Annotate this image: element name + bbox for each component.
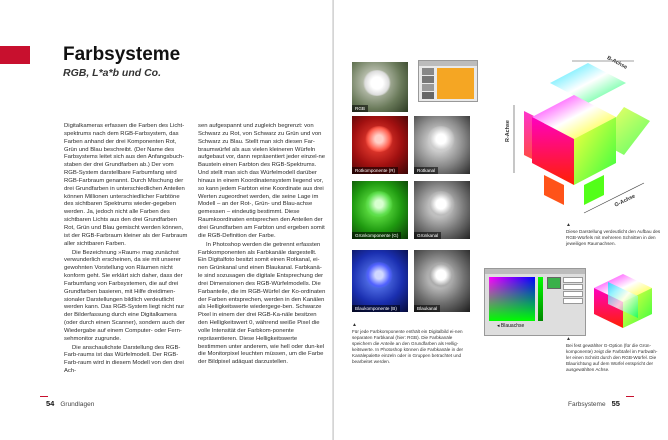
photo-label: Rotkanal xyxy=(414,167,438,174)
value-field[interactable] xyxy=(563,298,583,304)
caption-text: Diese Darstellung verdeutlicht den Aufbau des RGB-Würfels mit mehreren Schnitten in den jeweiligen Raumachsen. xyxy=(566,229,661,246)
flower-shape xyxy=(426,191,456,217)
caption-text: Für jede Farbkomponente enthält ein Digitalbild ei-nen separaten Farbkanal (hier: RGB). Die Farbkanäle speichern die Anteile an den Grundfarben als Hellig-keitswerte. In Photoshop können die Farbkanäle in der Kanälepalette einzeln oder in Gruppen betrachtet und bearbeitet werden. xyxy=(352,329,464,364)
photo-label: Grünkomponente (G) xyxy=(352,232,401,239)
photo-rgb xyxy=(352,62,408,112)
photo-label: Blaukomponente (B) xyxy=(352,305,400,312)
cube-slice xyxy=(550,63,626,103)
page-subtitle: RGB, L*a*b und Co. xyxy=(63,67,161,79)
photo-blue-component xyxy=(352,250,408,312)
cube-fragment xyxy=(584,175,604,205)
axis-label-b: B-Achse xyxy=(605,55,629,71)
text-column-1 xyxy=(64,123,188,377)
photo-label: Blaukanal xyxy=(414,305,440,312)
caption-text: Bei fest gewählter G-Option (für die Grün-komponente) zeigt die Farbtafel im Farbwäh-ler einen Schnitt durch den RGB-Würfel. Die Blaurichtung auf dem Würfel entspricht der ausgewählten Achse. xyxy=(566,343,658,372)
folio-left xyxy=(40,399,94,408)
channel-thumb xyxy=(422,76,434,83)
photo-blue-channel xyxy=(414,250,470,312)
page-number: 54 xyxy=(46,399,55,408)
flower-shape xyxy=(364,126,394,152)
channels-palette xyxy=(418,60,478,102)
color-field xyxy=(489,277,535,321)
picker-titlebar xyxy=(485,269,585,274)
cube-fragment xyxy=(544,175,564,205)
value-field[interactable] xyxy=(563,291,583,297)
text-column-2 xyxy=(198,123,326,368)
color-slider[interactable] xyxy=(538,277,543,321)
section-label: Farbsysteme xyxy=(568,401,606,408)
photo-label: Rotkomponente (R) xyxy=(352,167,398,174)
page-number: 55 xyxy=(611,399,620,408)
photo-label: RGB xyxy=(352,105,368,112)
rgb-cube-small xyxy=(590,270,656,332)
caption-marker: ▲ xyxy=(352,322,357,328)
caption-marker: ▲ xyxy=(566,336,571,342)
photo-green-channel xyxy=(414,181,470,239)
paragraph: In Photoshop werden die getrennt erfassten Farbkomponenten als Farbkanäle dargestellt. Ein Digitalfoto besitzt somit einen Rotkanal, ei-nen Grünkanal und einen Blaukanal. Farbkanä-le sind sozusagen die digitale Entsprechung der drei Dimensionen des RGB-Würfelmodells. Die Farbanteile, die im RGB-Würfel der Ko-ordinaten der Farben entsprechen, werden in den Kanälen als Helligkeitswerte wiedergege-ben. Schwarze Pixel in einem der drei RGB-Ka-näle besitzen den Helligkeitswert 0, während weiße Pixel die volle Intensität der Farbkom-ponente repräsentieren. Diese Helligkeitswerte bestimmen unter anderem, wie hell oder dun-kel die Monitorpixel leuchten müssen, um die Farbe der Bildpixel adäquat darzustellen. xyxy=(198,241,326,366)
picker-axis-text: Blauachse xyxy=(500,323,525,329)
caption-picker xyxy=(566,336,662,373)
photo-red-channel xyxy=(414,116,470,174)
axis-label-r: R-Achse xyxy=(504,120,511,142)
picker-axis-label: ◂ Blauachse xyxy=(497,323,525,329)
paragraph: Die Bezeichnung »Raum« mag zunächst verwunderlich erscheinen, da sie mit unserer gewohnten Vorstellung von Räumen nicht konform geht. Sie erklärt sich daher, dass der Farbumfang von Farbsystemen, die auf drei Grundfarben basieren, mit Hilfe dreidimen-sionaler Darstellungen bildlich verdeutlicht werden kann. Das RGB-System liegt nicht nur der Bilderfassung durch eine Digitalkamera (oder durch einen Scanner), sondern auch der Wiedergabe auf einem Computer- oder Fern-sehmonitor zugrunde. xyxy=(64,249,185,342)
channel-thumb xyxy=(422,92,434,99)
photo-label: Grünkanal xyxy=(414,232,441,239)
folio-marker xyxy=(626,396,634,397)
folio-right xyxy=(568,399,626,408)
paragraph: sen aufgespannt und zugleich begrenzt: von Schwarz zu Rot, von Schwarz zu Grün und von Schwarz zu Blau. Stellt man sich diesen Far-braumwürfel als aus vielen kleineren Würfeln aufgebaut vor, dann repräsentiert jeder einzel-ne Baustein einen Farbton des RGB-Spektrums. Und stellt man sich das Würfelmodell darüber hinaus in einem Koordinatensystem liegend vor, so kann jedem Farbton eine Koordinate aus drei Werten zugeordnet werden, die seine Lage im Modell – an der Rot-, Grün- und Blau-achse gemessen – eindeutig bestimmt. Diese Raumkoordinaten entsprechen den Anteilen der drei Grundfarben am Farbton und ergeben somit die RGB-Definition der Farbe. xyxy=(198,123,326,239)
section-label: Grundlagen xyxy=(60,401,95,408)
value-field[interactable] xyxy=(563,277,583,283)
caption-marker: ▲ xyxy=(566,222,571,228)
flower-shape xyxy=(364,191,394,217)
value-field[interactable] xyxy=(563,284,583,290)
palette-titlebar xyxy=(419,61,477,66)
caption-cube xyxy=(566,222,662,247)
paragraph: Digitalkameras erfassen die Farben des Licht-spektrums nach dem RGB-Farbsystem, das Farben anhand der drei Komponenten Rot, Grün und Blau beschreibt. (Der Name des Farbsystems leitet sich aus den Anfangsbuch-staben der drei Grundfarben ab.) Der vom RGB-System darstellbare Farbumfang wird RGB-Farbraum genannt. Durch Mischung der drei Grundfarben in unterschiedlichen Anteilen können Millionen unterschiedlicher Farbtöne des sichtbaren Spektrums wieder-gegeben werden. Ja, jedoch nicht alle Farben des sichtbaren Lichts aus den drei Grundfarben Rot, Grün und Blau gemischt werden können, ist der RGB-Farbraum kleiner als der Farbraum aller sichtbaren Farben. xyxy=(64,123,188,247)
folio-marker xyxy=(40,396,48,397)
channel-thumb xyxy=(422,84,434,91)
flower-shape xyxy=(364,262,394,288)
flower-shape xyxy=(362,70,392,96)
palette-highlight xyxy=(437,68,474,99)
page-title: Farbsysteme xyxy=(63,44,181,65)
channel-thumb xyxy=(422,68,434,75)
right-page xyxy=(334,0,668,440)
caption-channels xyxy=(352,322,472,365)
color-swatch xyxy=(547,277,561,289)
chapter-marker xyxy=(0,46,30,64)
photo-green-component xyxy=(352,181,408,239)
axis-label-g: G-Achse xyxy=(613,193,637,209)
color-picker-screenshot xyxy=(484,268,586,336)
flower-shape xyxy=(426,126,456,152)
photo-red-component xyxy=(352,116,408,174)
paragraph: Die anschaulichste Darstellung des RGB-Farb-raums ist das Würfelmodell. Der RGB-Farb-raum wird in diesem Modell von den drei Ach- xyxy=(64,344,184,375)
flower-shape xyxy=(426,262,456,288)
